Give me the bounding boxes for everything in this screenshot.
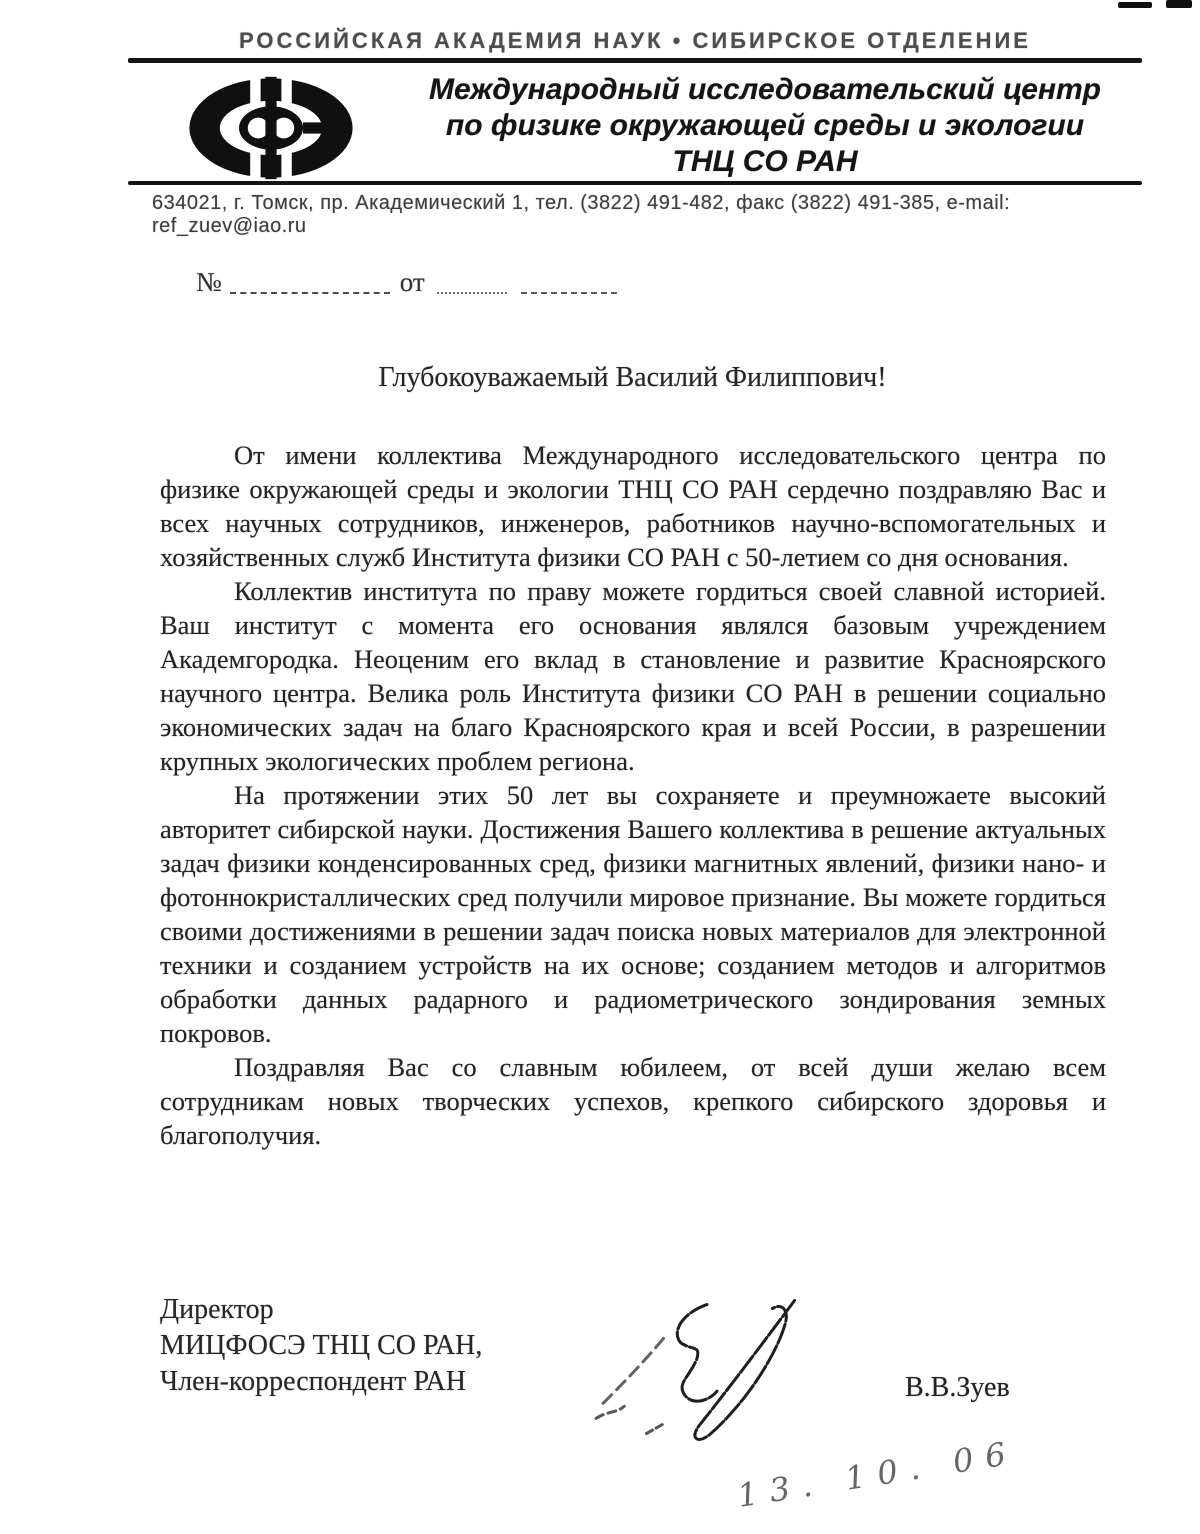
reference-line <box>196 268 617 296</box>
salutation: Глубокоуважаемый Василий Филиппович! <box>378 362 887 393</box>
scan-artifact <box>1118 2 1152 8</box>
org-address-line: 634021, г. Томск, пр. Академический 1, тел. (3822) 491-482, факс (3822) 491-385, e-mail: ref_zuev@iao.ru <box>152 192 1011 237</box>
sfe-emblem-icon <box>168 72 374 184</box>
reference-date-blank <box>521 268 617 294</box>
header-divider-bottom <box>128 181 1142 185</box>
header-divider-top <box>128 58 1142 63</box>
scan-artifact <box>1166 0 1192 8</box>
reference-date-blank <box>437 268 507 294</box>
org-title-line2: по физике окружающей среды и экологии <box>445 109 1085 142</box>
handwritten-signature <box>588 1282 850 1454</box>
reference-number-blank <box>230 268 390 294</box>
signer-position-line3: Член-корреспондент РАН <box>160 1366 466 1397</box>
paragraph: На протяжении этих 50 лет вы сохраняете и преумножаете высокий авторитет сибирской науки. Достижения Вашего коллектива в решение актуальных задач физики конденсированных сред, физики магнитных явлений, физики нано- и фотоннокристаллических сред получили мировое признание. Вы можете гордиться своими достижениями в решении задач поиска новых материалов для электронной техники и созданием устройств на их основе; созданием методов и алгоритмов обработки данных радарного и радиометрического зондирования земных покровов. <box>160 780 1106 1048</box>
reference-number-label: № <box>196 267 222 297</box>
reference-from-label: от <box>399 267 425 297</box>
signer-position <box>160 1292 482 1400</box>
paragraph: Коллектив института по праву можете гордиться своей славной историей. Ваш институт с момента его основания являлся базовым учреждением Академгородка. Неоценим его вклад в становление и развитие Красноярского научного центра. Велика роль Института физики СО РАН в решении социально экономических задач на благо Красноярского края и всей России, в разрешении крупных экологических проблем региона. <box>160 576 1106 776</box>
handwritten-date: 13. 10. 06 <box>734 1433 1021 1515</box>
academy-header-line: РОССИЙСКАЯ АКАДЕМИЯ НАУК • СИБИРСКОЕ ОТДЕЛЕНИЕ <box>239 28 1031 53</box>
paragraph: Поздравляя Вас со славным юбилеем, от всей души желаю всем сотрудникам новых творческих успехов, крепкого сибирского здоровья и благополучия. <box>160 1052 1106 1150</box>
letter-body <box>160 438 1106 1152</box>
signer-name: В.В.Зуев <box>905 1372 1010 1403</box>
paragraph: От имени коллектива Международного исследовательского центра по физике окружающей среды и экологии ТНЦ СО РАН сердечно поздравляю Вас и всех научных сотрудников, инженеров, работников научно-вспомогательных и хозяйственных служб Института физики СО РАН с 50-летием со дня основания. <box>160 440 1106 572</box>
org-title-line3: ТНЦ СО РАН <box>672 145 858 178</box>
org-title <box>390 72 1140 180</box>
signer-position-line2: МИЦФОСЭ ТНЦ СО РАН, <box>160 1330 483 1361</box>
signer-position-line1: Директор <box>160 1294 274 1325</box>
org-title-line1: Международный исследовательский центр <box>428 73 1101 106</box>
